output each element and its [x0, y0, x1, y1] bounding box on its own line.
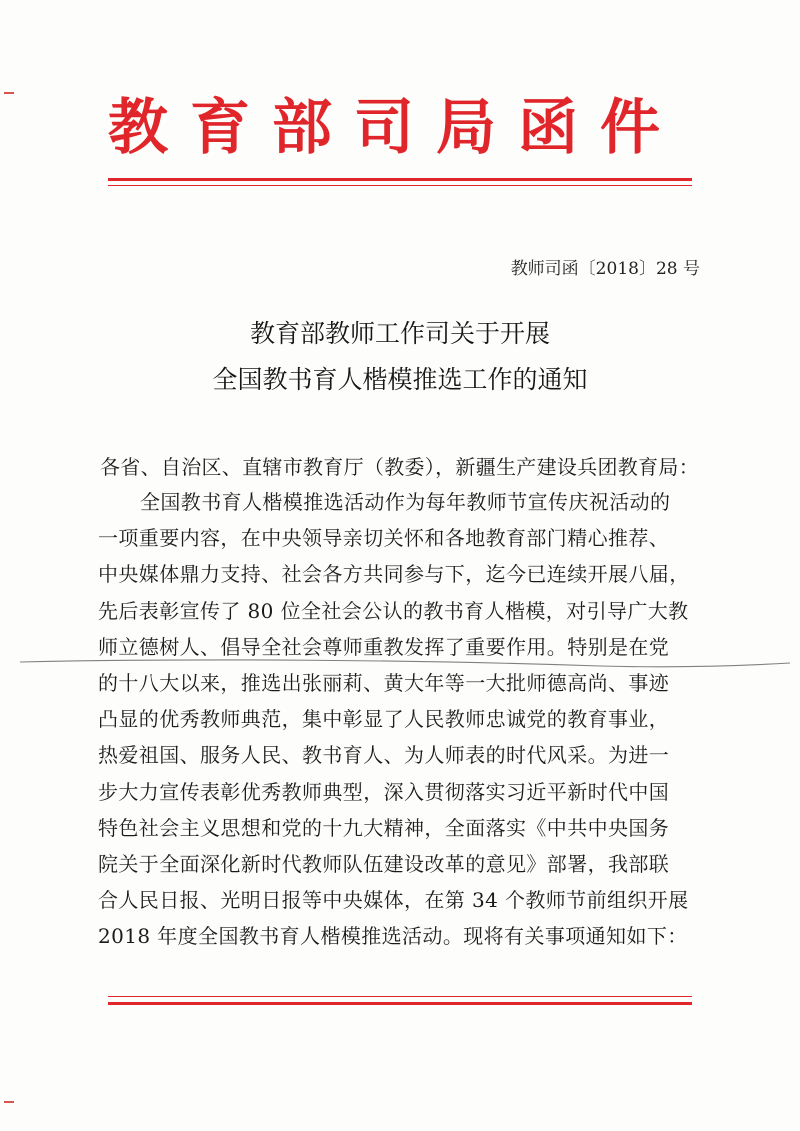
body-line: 中央媒体鼎力支持、社会各方共同参与下，迄今已连续开展八届， [98, 562, 690, 587]
body-line: 合人民日报、光明日报等中央媒体，在第 34 个教师节前组织开展 [98, 888, 689, 913]
masthead-title: 教育部司局函件 [108, 93, 682, 163]
footer-rule-thin [108, 996, 692, 997]
edge-registration-mark-top [4, 92, 14, 94]
body-line: 步大力宣传表彰优秀教师典型，深入贯彻落实习近平新时代中国 [98, 779, 670, 804]
body-line: 院关于全面深化新时代教师队伍建设改革的意见》部署，我部联 [98, 851, 670, 876]
footer-rule-thick [108, 1002, 692, 1005]
body-paragraph [98, 484, 710, 954]
document-number: 教师司函〔2018〕28 号 [510, 259, 700, 279]
body-line: 的十八大以来，推选出张丽莉、黄大年等一大批师德高尚、事迹 [98, 670, 670, 695]
body-line: 特色社会主义思想和党的十九大精神，全面落实《中共中央国务 [98, 815, 670, 840]
body-line: 2018 年度全国教书育人楷模推选活动。现将有关事项通知如下： [98, 924, 688, 949]
title-line-2: 全国教书育人楷模推选工作的通知 [212, 365, 588, 394]
salutation: 各省、自治区、直辖市教育厅（教委），新疆生产建设兵团教育局： [100, 455, 699, 479]
body-line: 热爱祖国、服务人民、教书育人、为人师表的时代风采。为进一 [98, 743, 670, 768]
header-rule-thin [108, 185, 692, 186]
body-line: 全国教书育人楷模推选活动作为每年教师节宣传庆祝活动的 [140, 490, 671, 514]
body-line: 师立德树人、倡导全社会尊师重教发挥了重要作用。特别是在党 [98, 634, 670, 659]
body-line: 一项重要内容，在中央领导亲切关怀和各地教育部门精心推荐、 [98, 526, 670, 551]
body-line: 凸显的优秀教师典范，集中彰显了人民教师忠诚党的教育事业， [98, 707, 670, 732]
header-rule-thick [108, 178, 692, 181]
title-line-1: 教育部教师工作司关于开展 [249, 319, 550, 348]
body-line: 先后表彰宣传了 80 位全社会公认的教书育人楷模，对引导广大教 [98, 598, 689, 623]
edge-registration-mark-bottom [4, 1101, 14, 1103]
scan-artifact-line [0, 654, 800, 674]
